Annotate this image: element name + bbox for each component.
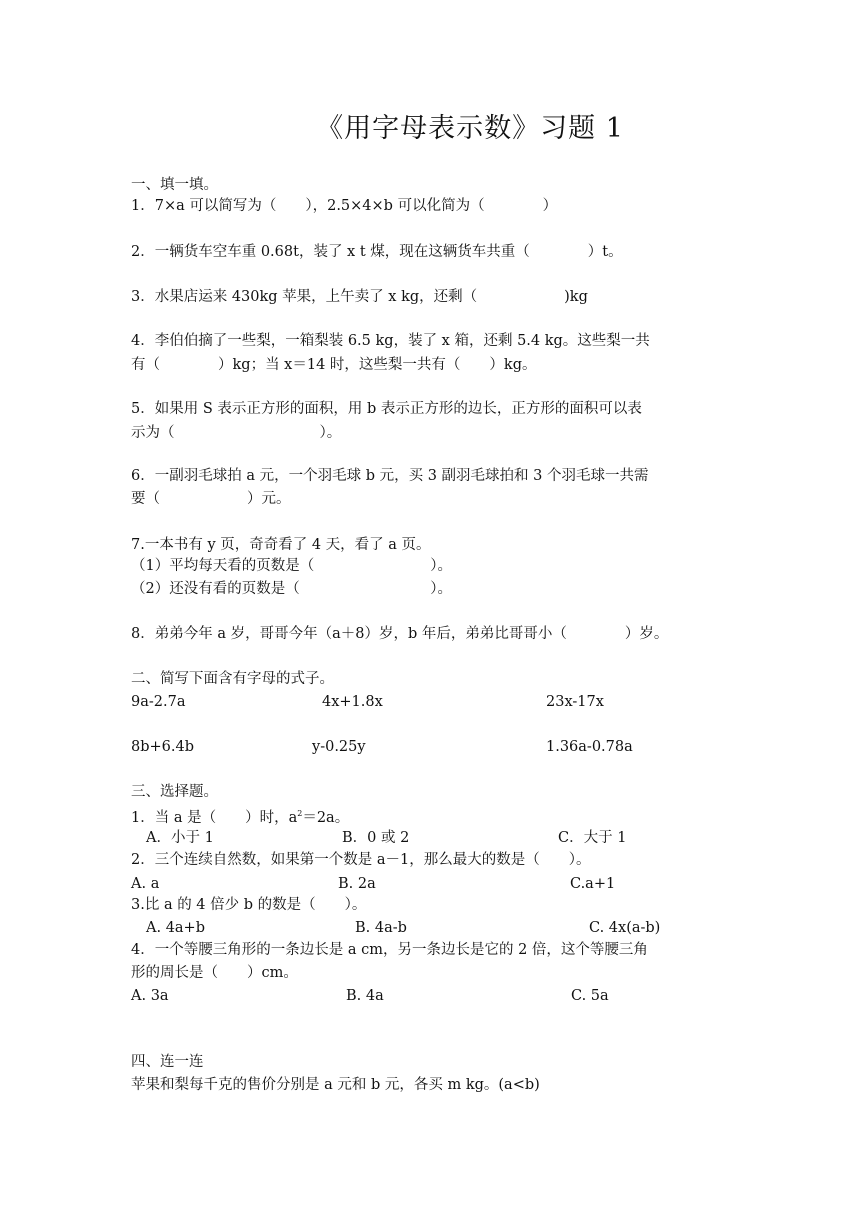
section1-heading: 一、填一填。 — [131, 177, 218, 193]
option-b: B．0 或 2 — [342, 830, 410, 846]
exponent: 2 — [297, 809, 303, 818]
option-c: C. 5a — [571, 988, 609, 1004]
question-1-6-line2: 要（ ）元。 — [131, 491, 291, 507]
section4-heading: 四、连一连 — [131, 1054, 204, 1070]
expression-item: 9a-2.7a — [131, 694, 186, 710]
option-b: B. 4a-b — [355, 920, 407, 936]
question-1-2: 2．一辆货车空车重 0.68t，装了 x t 煤，现在这辆货车共重（ ）t。 — [131, 244, 623, 260]
question-3-1-text-end: ＝2a。 — [302, 810, 350, 826]
option-a: A. a — [131, 876, 160, 892]
section2-heading: 二、简写下面含有字母的式子。 — [131, 671, 334, 687]
option-a: A. 4a+b — [146, 920, 205, 936]
question-1-1: 1．7×a 可以简写为（ ），2.5×4×b 可以化简为（ ） — [131, 198, 558, 214]
option-c: C．大于 1 — [558, 830, 627, 846]
option-b: B. 2a — [338, 876, 376, 892]
expression-item: 23x-17x — [546, 694, 604, 710]
question-3-3: 3.比 a 的 4 倍少 b 的数是（ ）。 — [131, 897, 367, 913]
expression-item: 1.36a-0.78a — [546, 739, 633, 755]
question-1-5-line2: 示为（ ）。 — [131, 425, 342, 441]
option-a: A. 3a — [131, 988, 169, 1004]
question-1-5-line1: 5．如果用 S 表示正方形的面积，用 b 表示正方形的边长，正方形的面积可以表 — [131, 401, 642, 417]
question-1-7-line3: （2）还没有看的页数是（ ）。 — [131, 581, 452, 597]
question-1-4-line1: 4．李伯伯摘了一些梨，一箱梨装 6.5 kg，装了 x 箱，还剩 5.4 kg。这些梨一共 — [131, 333, 650, 349]
section3-heading: 三、选择题。 — [131, 784, 218, 800]
option-a: A．小于 1 — [146, 830, 214, 846]
option-c: C. 4x(a-b) — [589, 920, 661, 936]
expression-item: 4x+1.8x — [322, 694, 383, 710]
expression-item: y-0.25y — [312, 739, 366, 755]
question-3-4-line1: 4．一个等腰三角形的一条边长是 a cm，另一条边长是它的 2 倍，这个等腰三角 — [131, 942, 648, 958]
question-3-2: 2．三个连续自然数，如果第一个数是 a－1，那么最大的数是（ ）。 — [131, 852, 591, 868]
question-1-6-line1: 6．一副羽毛球拍 a 元，一个羽毛球 b 元，买 3 副羽毛球拍和 3 个羽毛球一共需 — [131, 468, 649, 484]
question-3-4-line2: 形的周长是（ ）cm。 — [131, 965, 298, 981]
section4-text: 苹果和梨每千克的售价分别是 a 元和 b 元，各买 m kg。(a<b) — [131, 1077, 540, 1093]
question-1-8: 8．弟弟今年 a 岁，哥哥今年（a＋8）岁，b 年后，弟弟比哥哥小（ ）岁。 — [131, 626, 669, 642]
question-1-4-line2: 有（ ）kg；当 x＝14 时，这些梨一共有（ ）kg。 — [131, 357, 537, 373]
option-c: C.a+1 — [570, 876, 616, 892]
question-3-1 — [131, 804, 349, 828]
option-b: B. 4a — [346, 988, 384, 1004]
question-1-7-line1: 7.一本书有 y 页，奇奇看了 4 天，看了 a 页。 — [131, 537, 431, 553]
expression-item: 8b+6.4b — [131, 739, 194, 755]
page-title: 《用字母表示数》习题 1 — [316, 113, 624, 144]
question-3-1-text: 1．当 a 是（ ）时，a — [131, 810, 298, 826]
question-1-7-line2: （1）平均每天看的页数是（ ）。 — [131, 558, 452, 574]
question-1-3: 3．水果店运来 430kg 苹果，上午卖了 x kg，还剩（ )kg — [131, 289, 588, 305]
